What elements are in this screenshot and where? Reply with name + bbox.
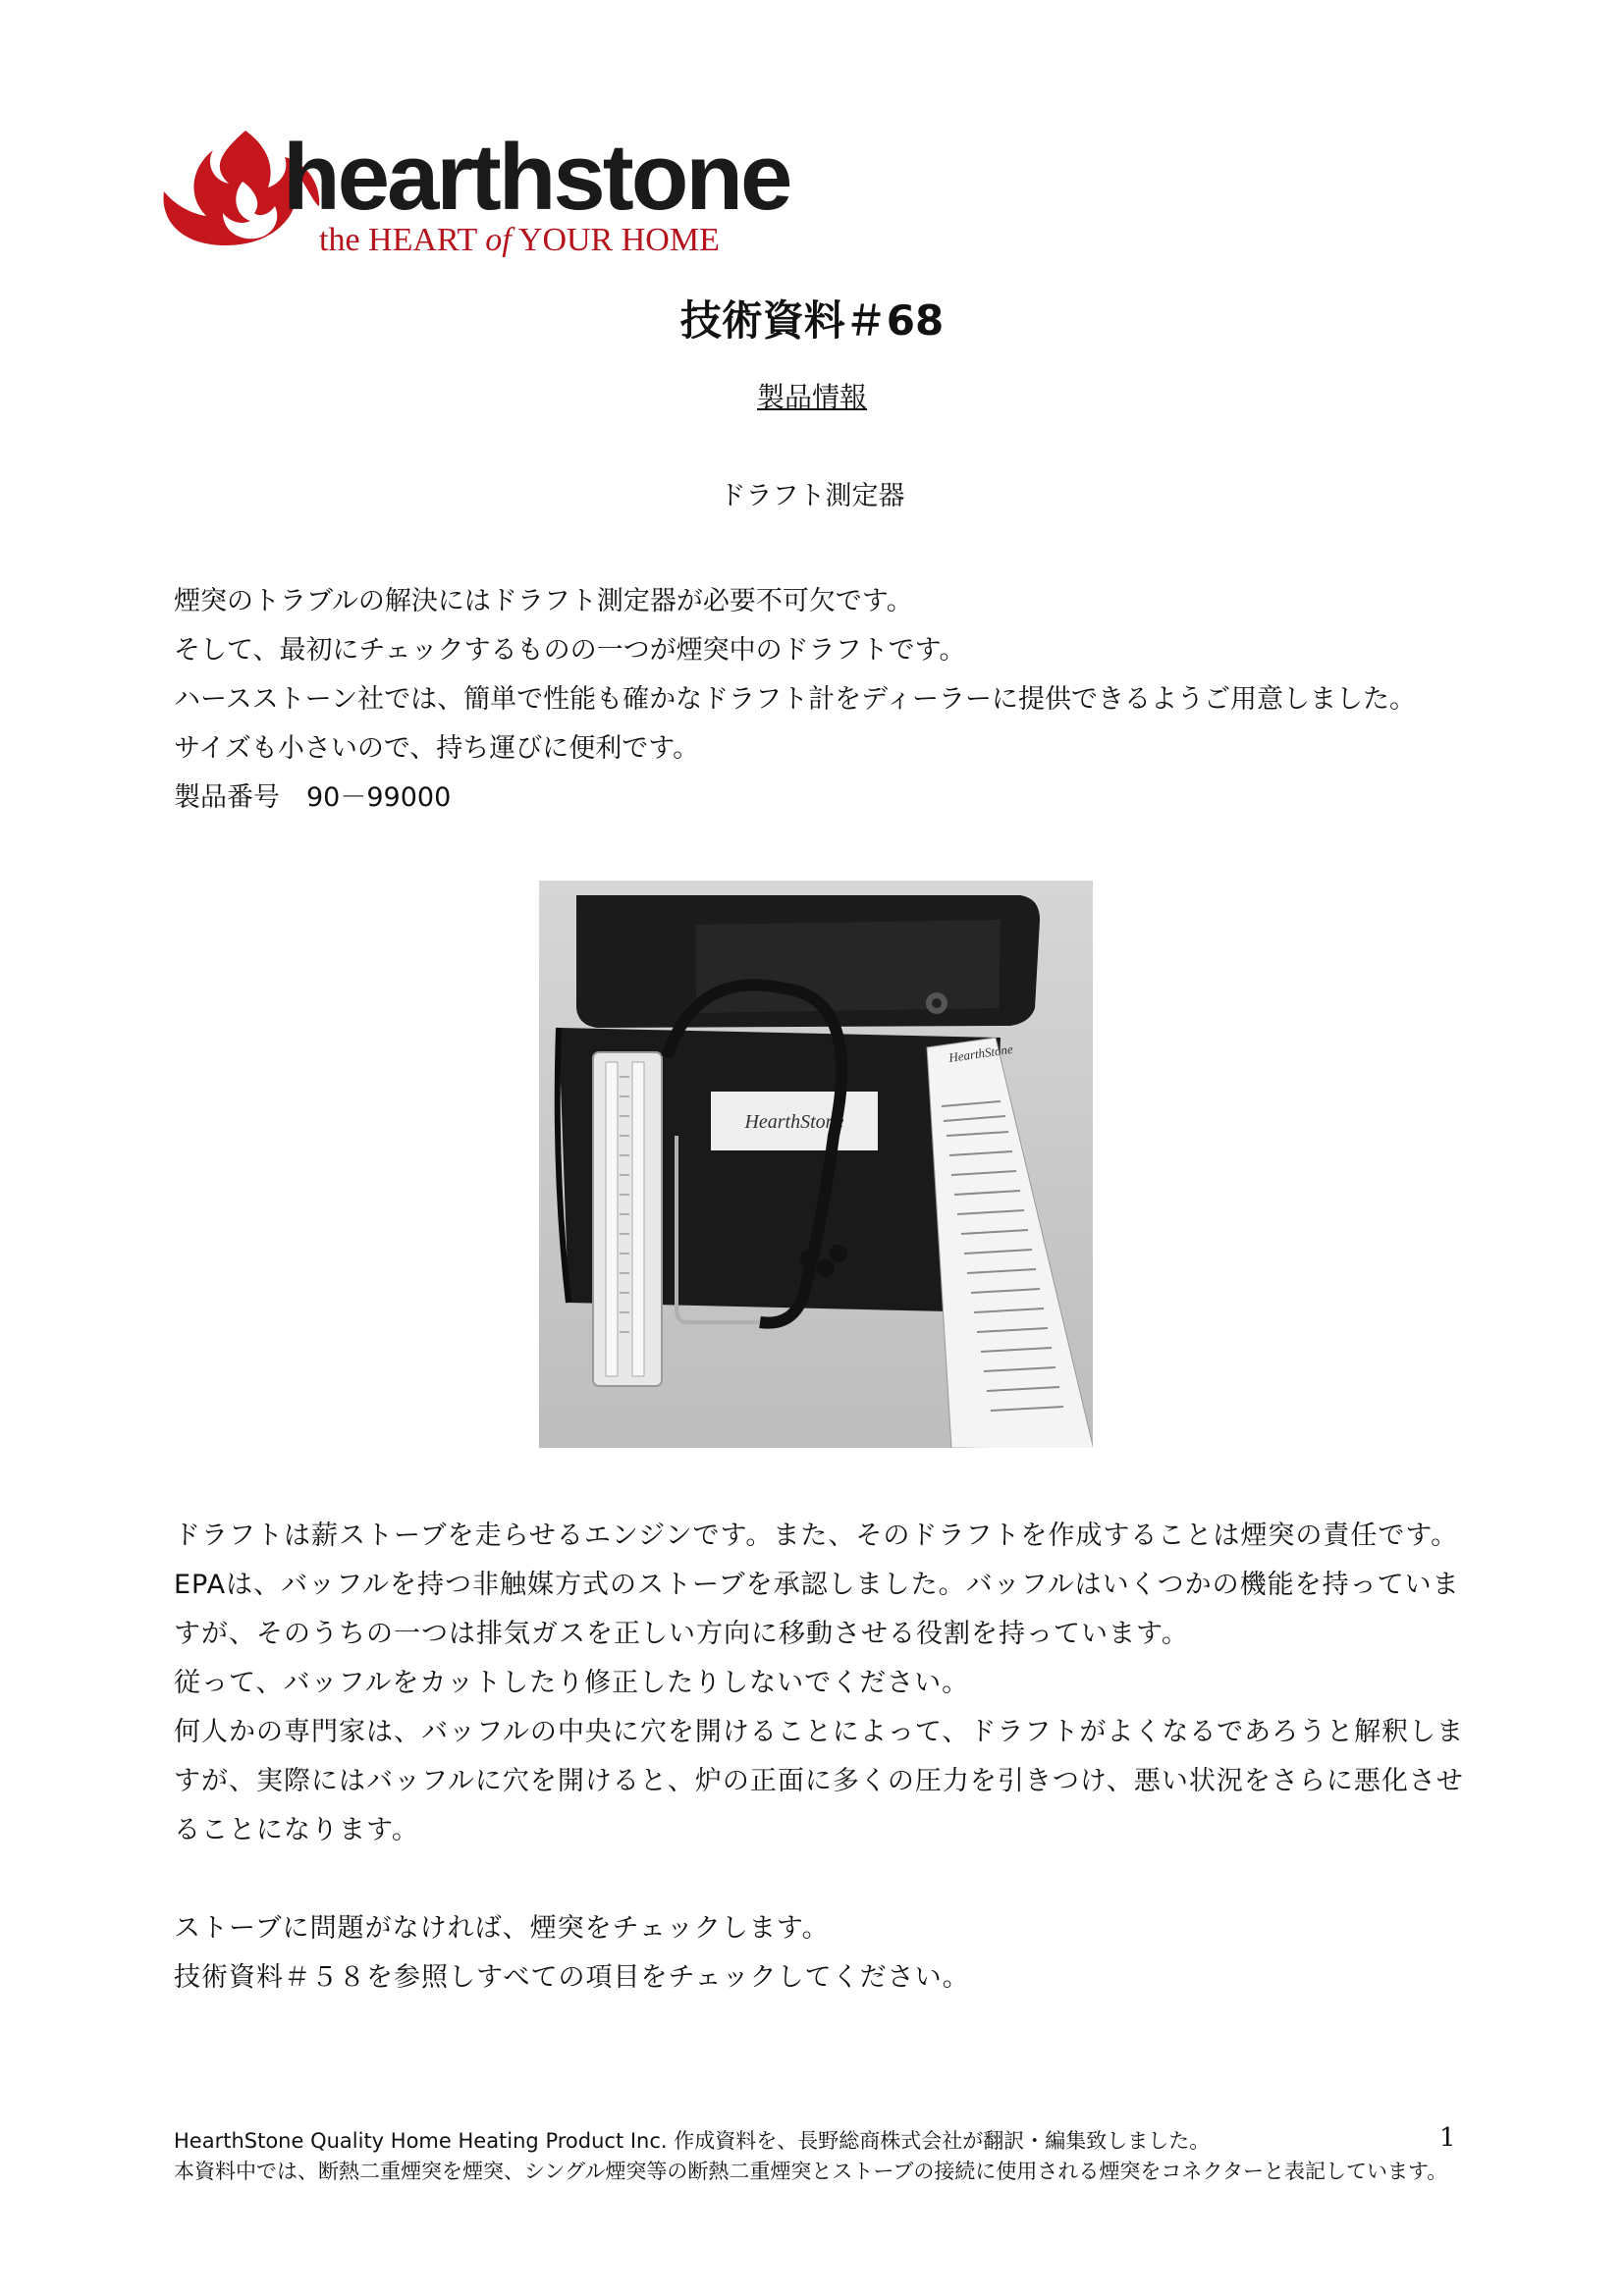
- section-heading: ドラフト測定器: [719, 481, 905, 511]
- body-paragraph: 何人かの専門家は、バッフルの中央に穴を開けることによって、ドラフトがよくなるであろうと解釈しますが、実際にはバッフルに穴を開けると、炉の正面に多くの圧力を引きつけ、悪い状況をさらに悪化させることになります。: [174, 1717, 1465, 1845]
- intro-paragraph: [174, 577, 1470, 823]
- body-paragraph: ドラフトは薪ストーブを走らせるエンジンです。また、そのドラフトを作成することは煙突の責任です。: [174, 1521, 1459, 1551]
- document-title: 技術資料＃68: [679, 296, 945, 345]
- case-label-text: HearthStone: [744, 1111, 844, 1133]
- sheet-brand-text: HearthStone: [947, 1041, 1014, 1065]
- footer-credit: HearthStone Quality Home Heating Product Inc. 作成資料を、長野総商株式会社が翻訳・編集致しました。: [174, 2129, 1211, 2153]
- footer-terminology-note: 本資料中では、断熱二重煙突を煙突、シングル煙突等の断熱二重煙突とストーブの接続に使用される煙突をコネクターと表記しています。: [174, 2160, 1448, 2183]
- intro-line: ハースストーン社では、簡単で性能も確かなドラフト計をディーラーに提供できるようご用意しました。: [174, 684, 1416, 715]
- logo-tagline: the HEART of YOUR HOME: [319, 222, 720, 258]
- intro-line: サイズも小さいので、持ち運びに便利です。: [174, 733, 700, 764]
- body-paragraph: ストーブに問題がなければ、煙突をチェックします。: [174, 1913, 830, 1944]
- footer-notes: [174, 2126, 1450, 2187]
- document-subtitle: 製品情報: [756, 381, 867, 413]
- paragraph-gap: [174, 1855, 1465, 1904]
- page-number: 1: [1439, 2123, 1456, 2153]
- intro-line: 煙突のトラブルの解決にはドラフト測定器が必要不可欠です。: [174, 586, 913, 616]
- draft-gauge-kit-image: [539, 881, 1093, 1448]
- product-number: 製品番号 90－99000: [174, 782, 452, 813]
- product-photo: [539, 881, 1093, 1448]
- intro-line: そして、最初にチェックするものの一つが煙突中のドラフトです。: [174, 635, 966, 666]
- body-paragraph: EPAは、バッフルを持つ非触媒方式のストーブを承認しました。バッフルはいくつかの機能を持っていますが、そのうちの一つは排気ガスを正しい方向に移動させる役割を持っています。: [174, 1570, 1460, 1649]
- logo-wordmark: hearthstone: [283, 125, 790, 230]
- body-paragraph: 技術資料＃５８を参照しすべての項目をチェックしてください。: [174, 1962, 970, 1993]
- body-paragraphs: [174, 1512, 1465, 2002]
- body-paragraph: 従って、バッフルをカットしたり修正したりしないでください。: [174, 1668, 970, 1698]
